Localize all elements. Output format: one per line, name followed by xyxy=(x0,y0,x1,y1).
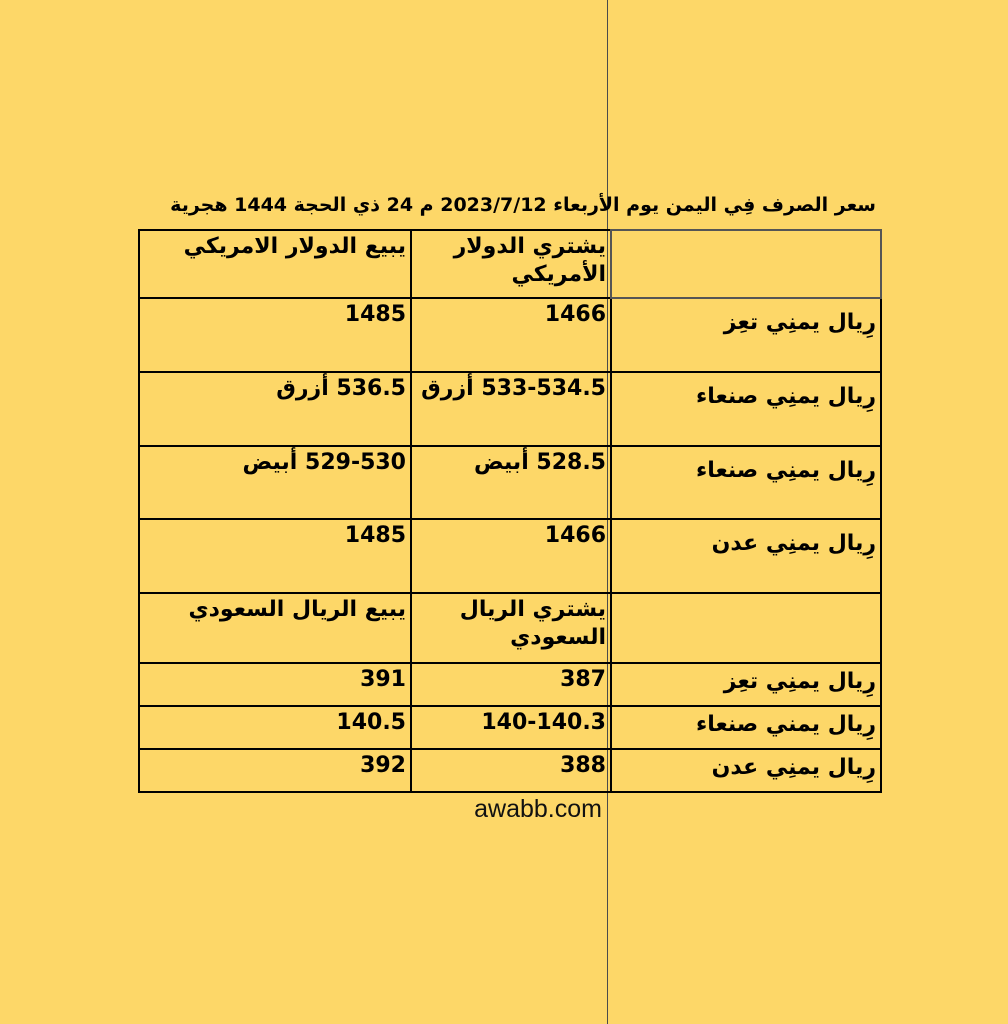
sar-buy-header: يشتري الريال السعودي xyxy=(411,593,611,663)
table-row xyxy=(139,372,881,446)
row-label: رِيال يمنِي صنعاء xyxy=(611,372,881,446)
exchange-rate-table xyxy=(138,229,882,793)
row-label: رِيال يمنِي صنعاء xyxy=(611,446,881,519)
sell-value: 391 xyxy=(139,663,411,706)
usd-header-row xyxy=(139,230,881,298)
sell-value: 1485 xyxy=(139,519,411,593)
row-label: رِيال يمنِي تعِز xyxy=(611,663,881,706)
row-label: رِيال يمني صنعاء xyxy=(611,706,881,749)
header-empty-cell xyxy=(611,230,881,298)
table-row xyxy=(139,663,881,706)
row-label: رِيال يمنِي عدن xyxy=(611,749,881,792)
sell-value: 536.5 أزرق xyxy=(139,372,411,446)
buy-value: 1466 xyxy=(411,298,611,372)
row-label: رِيال يمنِي تعِز xyxy=(611,298,881,372)
sell-value: 140.5 xyxy=(139,706,411,749)
table-row xyxy=(139,749,881,792)
table-row xyxy=(139,446,881,519)
buy-value: 388 xyxy=(411,749,611,792)
table-row xyxy=(139,706,881,749)
buy-value: 140-140.3 xyxy=(411,706,611,749)
row-label: رِيال يمنِي عدن xyxy=(611,519,881,593)
buy-value: 533-534.5 أزرق xyxy=(411,372,611,446)
sar-sell-header: يبيع الريال السعودي xyxy=(139,593,411,663)
footer-website: awabb.com xyxy=(474,795,602,823)
table-row xyxy=(139,298,881,372)
buy-value: 1466 xyxy=(411,519,611,593)
sar-header-row xyxy=(139,593,881,663)
table-row xyxy=(139,519,881,593)
page-title: سعر الصرف فِي اليمن يوم الأربعاء 2023/7/12 م 24 ذي الحجة 1444 هجرية xyxy=(170,194,876,216)
sell-value: 529-530 أبيض xyxy=(139,446,411,519)
sell-value: 392 xyxy=(139,749,411,792)
buy-value: 528.5 أبيض xyxy=(411,446,611,519)
sell-value: 1485 xyxy=(139,298,411,372)
usd-sell-header: يبيع الدولار الامريكي xyxy=(139,230,411,298)
header-empty-cell xyxy=(611,593,881,663)
usd-buy-header: يشتري الدولار الأمريكي xyxy=(411,230,611,298)
buy-value: 387 xyxy=(411,663,611,706)
